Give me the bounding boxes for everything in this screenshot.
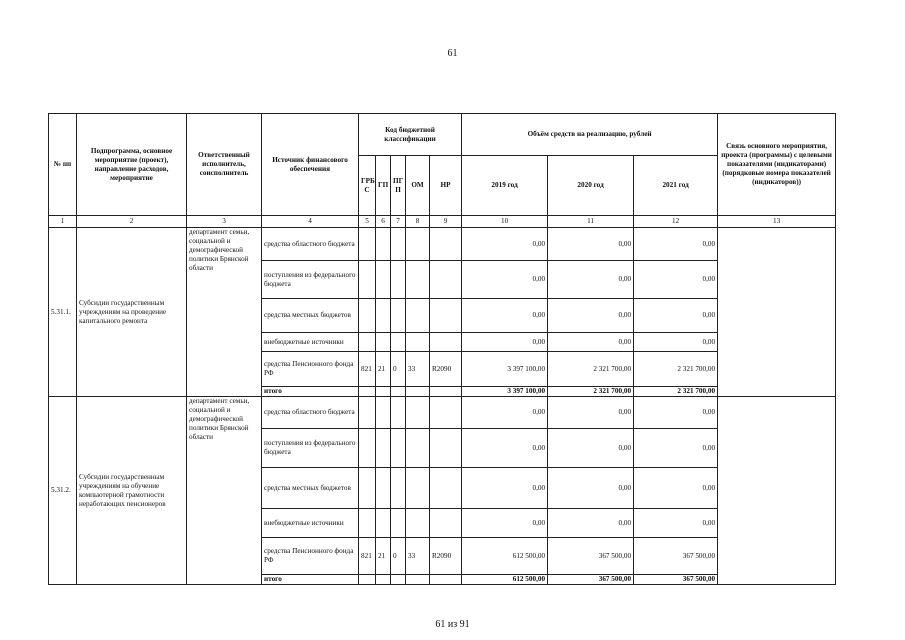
om-cell bbox=[406, 575, 430, 585]
col-number: 6 bbox=[376, 216, 391, 228]
header-budget-code: Код бюджетной классификации bbox=[359, 114, 462, 156]
om-cell bbox=[406, 333, 430, 352]
gp-cell bbox=[376, 333, 391, 352]
grbs-cell bbox=[359, 575, 376, 585]
gp-cell bbox=[376, 429, 391, 468]
nr-cell bbox=[430, 261, 462, 299]
amount-2019: 612 500,00 bbox=[462, 538, 548, 575]
nr-cell bbox=[430, 429, 462, 468]
om-cell bbox=[406, 387, 430, 397]
header-2019: 2019 год bbox=[462, 156, 548, 216]
om-cell bbox=[406, 468, 430, 509]
gp-cell bbox=[376, 509, 391, 538]
om-cell: 33 bbox=[406, 352, 430, 387]
pgp-cell bbox=[391, 261, 406, 299]
col-number: 5 bbox=[359, 216, 376, 228]
col-number: 10 bbox=[462, 216, 548, 228]
page-number-top: 61 bbox=[447, 48, 458, 59]
table-row bbox=[49, 228, 836, 261]
amount-2020: 0,00 bbox=[548, 397, 634, 429]
amount-2019: 0,00 bbox=[462, 397, 548, 429]
pgp-cell: 0 bbox=[391, 538, 406, 575]
col-number: 2 bbox=[77, 216, 187, 228]
amount-2020: 0,00 bbox=[548, 429, 634, 468]
amount-2019: 3 397 100,00 bbox=[462, 352, 548, 387]
source-cell: средства Пенсионного фонда РФ bbox=[262, 538, 359, 575]
col-number: 1 bbox=[49, 216, 77, 228]
grbs-cell: 821 bbox=[359, 352, 376, 387]
amount-2020: 0,00 bbox=[548, 333, 634, 352]
nr-cell bbox=[430, 575, 462, 585]
total-label: итого bbox=[262, 575, 359, 585]
col-number: 3 bbox=[187, 216, 262, 228]
item-name: Субсидии государственным учреждениям на проведение капитального ремонта bbox=[77, 228, 187, 397]
amount-2020: 0,00 bbox=[548, 228, 634, 261]
source-cell: поступления из федерального бюджета bbox=[262, 429, 359, 468]
grbs-cell bbox=[359, 429, 376, 468]
pgp-cell bbox=[391, 468, 406, 509]
total-2021: 367 500,00 bbox=[634, 575, 718, 585]
amount-2020: 0,00 bbox=[548, 299, 634, 333]
amount-2021: 0,00 bbox=[634, 429, 718, 468]
nr-cell: R2090 bbox=[430, 352, 462, 387]
amount-2019: 0,00 bbox=[462, 468, 548, 509]
grbs-cell: 821 bbox=[359, 538, 376, 575]
grbs-cell bbox=[359, 333, 376, 352]
header-gp: ГП bbox=[376, 156, 391, 216]
gp-cell bbox=[376, 468, 391, 509]
om-cell bbox=[406, 228, 430, 261]
amount-2020: 367 500,00 bbox=[548, 538, 634, 575]
nr-cell bbox=[430, 299, 462, 333]
nr-cell bbox=[430, 468, 462, 509]
pgp-cell bbox=[391, 509, 406, 538]
col-number: 12 bbox=[634, 216, 718, 228]
pgp-cell bbox=[391, 575, 406, 585]
amount-2020: 0,00 bbox=[548, 509, 634, 538]
gp-cell bbox=[376, 387, 391, 397]
source-cell: внебюджетные источники bbox=[262, 509, 359, 538]
amount-2019: 0,00 bbox=[462, 261, 548, 299]
source-cell: средства местных бюджетов bbox=[262, 468, 359, 509]
nr-cell bbox=[430, 509, 462, 538]
pgp-cell bbox=[391, 397, 406, 429]
nr-cell bbox=[430, 387, 462, 397]
grbs-cell bbox=[359, 468, 376, 509]
amount-2019: 0,00 bbox=[462, 299, 548, 333]
amount-2021: 0,00 bbox=[634, 299, 718, 333]
col-number: 7 bbox=[391, 216, 406, 228]
pgp-cell bbox=[391, 333, 406, 352]
total-label: итого bbox=[262, 387, 359, 397]
source-cell: средства областного бюджета bbox=[262, 397, 359, 429]
source-cell: средства областного бюджета bbox=[262, 228, 359, 261]
grbs-cell bbox=[359, 387, 376, 397]
amount-2021: 0,00 bbox=[634, 228, 718, 261]
source-cell: поступления из федерального бюджета bbox=[262, 261, 359, 299]
amount-2020: 0,00 bbox=[548, 468, 634, 509]
total-2020: 367 500,00 bbox=[548, 575, 634, 585]
col-number: 8 bbox=[406, 216, 430, 228]
header-om: ОМ bbox=[406, 156, 430, 216]
om-cell bbox=[406, 397, 430, 429]
nr-cell bbox=[430, 333, 462, 352]
pgp-cell bbox=[391, 228, 406, 261]
amount-2021: 367 500,00 bbox=[634, 538, 718, 575]
header-source: Источник финансового обеспечения bbox=[262, 114, 359, 216]
amount-2019: 0,00 bbox=[462, 333, 548, 352]
gp-cell: 21 bbox=[376, 538, 391, 575]
header-nr: НР bbox=[430, 156, 462, 216]
item-number: 5.31.2. bbox=[49, 397, 77, 585]
amount-2021: 0,00 bbox=[634, 397, 718, 429]
grbs-cell bbox=[359, 509, 376, 538]
pgp-cell: 0 bbox=[391, 352, 406, 387]
amount-2021: 0,00 bbox=[634, 509, 718, 538]
nr-cell bbox=[430, 397, 462, 429]
col-number: 13 bbox=[718, 216, 836, 228]
budget-table bbox=[48, 113, 836, 585]
header-pgp: ПГ П bbox=[391, 156, 406, 216]
header-volume: Объём средств на реализацию, рублей bbox=[462, 114, 718, 156]
gp-cell bbox=[376, 397, 391, 429]
om-cell: 33 bbox=[406, 538, 430, 575]
grbs-cell bbox=[359, 299, 376, 333]
grbs-cell bbox=[359, 228, 376, 261]
amount-2019: 0,00 bbox=[462, 429, 548, 468]
item-number: 5.31.1. bbox=[49, 228, 77, 397]
grbs-cell bbox=[359, 397, 376, 429]
grbs-cell bbox=[359, 261, 376, 299]
header-responsible: Ответственный исполнитель, соисполнитель bbox=[187, 114, 262, 216]
pgp-cell bbox=[391, 299, 406, 333]
link-cell bbox=[718, 397, 836, 585]
nr-cell: R2090 bbox=[430, 538, 462, 575]
col-number: 4 bbox=[262, 216, 359, 228]
om-cell bbox=[406, 299, 430, 333]
amount-2021: 0,00 bbox=[634, 333, 718, 352]
header-no: № пп bbox=[49, 114, 77, 216]
om-cell bbox=[406, 429, 430, 468]
gp-cell bbox=[376, 228, 391, 261]
header-link: Связь основного мероприятия, проекта (программы) с целевыми показателями (индикаторами) (порядковые номера показателей (индикаторов)) bbox=[718, 114, 836, 216]
source-cell: внебюджетные источники bbox=[262, 333, 359, 352]
total-2019: 612 500,00 bbox=[462, 575, 548, 585]
gp-cell bbox=[376, 299, 391, 333]
amount-2021: 0,00 bbox=[634, 261, 718, 299]
amount-2020: 2 321 700,00 bbox=[548, 352, 634, 387]
gp-cell: 21 bbox=[376, 352, 391, 387]
page-footer: 61 из 91 bbox=[435, 619, 470, 630]
column-number-row bbox=[49, 216, 836, 228]
gp-cell bbox=[376, 575, 391, 585]
source-cell: средства местных бюджетов bbox=[262, 299, 359, 333]
total-2019: 3 397 100,00 bbox=[462, 387, 548, 397]
header-grbs: ГРБ С bbox=[359, 156, 376, 216]
om-cell bbox=[406, 509, 430, 538]
total-2021: 2 321 700,00 bbox=[634, 387, 718, 397]
table-row bbox=[49, 397, 836, 429]
amount-2021: 2 321 700,00 bbox=[634, 352, 718, 387]
pgp-cell bbox=[391, 387, 406, 397]
source-cell: средства Пенсионного фонда РФ bbox=[262, 352, 359, 387]
col-number: 9 bbox=[430, 216, 462, 228]
item-responsible: департамент семьи, социальной и демографической политики Брянской области bbox=[187, 228, 262, 397]
total-2020: 2 321 700,00 bbox=[548, 387, 634, 397]
header-2021: 2021 год bbox=[634, 156, 718, 216]
col-number: 11 bbox=[548, 216, 634, 228]
header-2020: 2020 год bbox=[548, 156, 634, 216]
gp-cell bbox=[376, 261, 391, 299]
om-cell bbox=[406, 261, 430, 299]
item-name: Субсидии государственным учреждениям на обучение компьютерной грамотности неработающих пенсионеров bbox=[77, 397, 187, 585]
nr-cell bbox=[430, 228, 462, 261]
amount-2021: 0,00 bbox=[634, 468, 718, 509]
amount-2020: 0,00 bbox=[548, 261, 634, 299]
amount-2019: 0,00 bbox=[462, 228, 548, 261]
item-responsible: департамент семьи, социальной и демографической политики Брянской области bbox=[187, 397, 262, 585]
header-program: Подпрограмма, основное мероприятие (проект), направление расходов, мероприятие bbox=[77, 114, 187, 216]
pgp-cell bbox=[391, 429, 406, 468]
amount-2019: 0,00 bbox=[462, 509, 548, 538]
link-cell bbox=[718, 228, 836, 397]
